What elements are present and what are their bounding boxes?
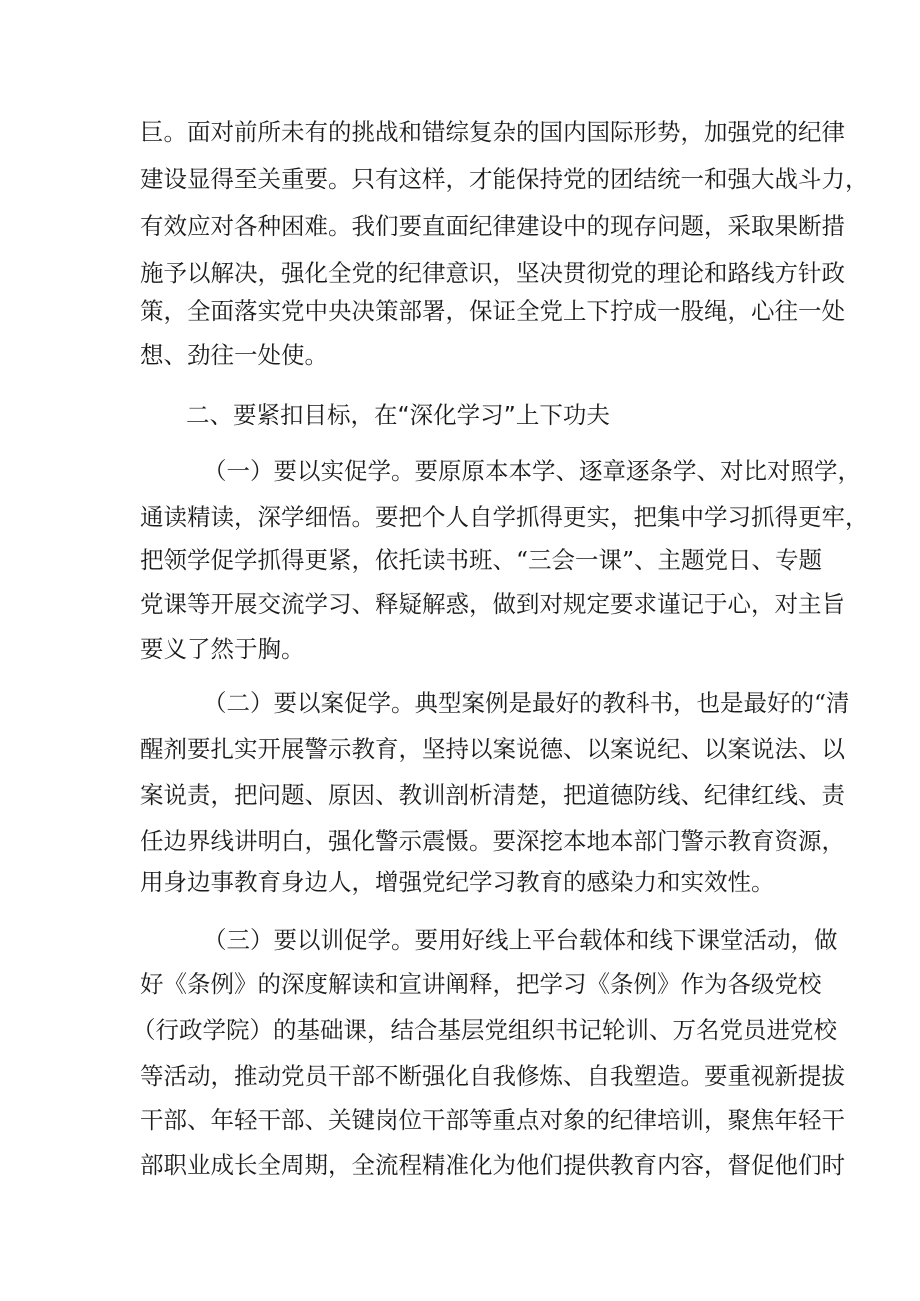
paragraph-1-line-2: 建设显得至关重要。只有这样，才能保持党的团结统一和强大战斗力， xyxy=(140,165,869,193)
paragraph-4-line-5: 干部、年轻干部、关键岗位干部等重点对象的纪律培训，聚焦年轻干 xyxy=(140,1106,845,1134)
paragraph-2-line-3: 把领学促学抓得更紧，依托读书班、“三会一课”、主题党日、专题 xyxy=(140,546,823,574)
paragraph-3-line-5: 用身边事教育身边人，增强党纪学习教育的感染力和实效性。 xyxy=(140,868,775,896)
paragraph-2-line-5: 要义了然于胸。 xyxy=(140,635,305,663)
paragraph-2-line-2: 通读精读，深学细悟。要把个人自学抓得更实，把集中学习抓得更牢， xyxy=(140,503,869,531)
paragraph-4-line-4: 等活动，推动党员干部不断强化自我修炼、自我塑造。要重视新提拔 xyxy=(140,1062,845,1090)
paragraph-3-line-2: 醒剂要扎实开展警示教育，坚持以案说德、以案说纪、以案说法、以 xyxy=(140,735,845,763)
paragraph-1-line-5: 策，全面落实党中央决策部署，保证全党上下拧成一股绳，心往一处 xyxy=(140,297,845,325)
paragraph-3-line-4: 任边界线讲明白，强化警示震慑。要深挖本地本部门警示教育资源， xyxy=(140,827,845,855)
paragraph-4-line-1: （三）要以训促学。要用好线上平台载体和线下课堂活动，做 xyxy=(203,926,838,954)
paragraph-1-line-1: 巨。面对前所未有的挑战和错综复杂的国内国际形势，加强党的纪律 xyxy=(140,118,845,146)
paragraph-2-line-1: （一）要以实促学。要原原本本学、逐章逐条学、对比对照学， xyxy=(203,457,861,485)
paragraph-3-line-3: 案说责，把问题、原因、教训剖析清楚，把道德防线、纪律红线、责 xyxy=(140,781,845,809)
paragraph-4-line-3: （行政学院）的基础课，结合基层党组织书记轮训、万名党员进党校 xyxy=(132,1016,837,1044)
paragraph-4-line-2: 好《条例》的深度解读和宣讲阐释，把学习《条例》作为各级党校 xyxy=(140,970,822,998)
paragraph-4-line-6: 部职业成长全周期，全流程精准化为他们提供教育内容，督促他们时 xyxy=(140,1151,845,1179)
paragraph-1-line-6: 想、劲往一处使。 xyxy=(140,341,328,369)
section-heading: 二、要紧扣目标，在“深化学习”上下功夫 xyxy=(186,401,610,429)
paragraph-2-line-4: 党课等开展交流学习、释疑解惑，做到对规定要求谨记于心，对主旨 xyxy=(140,590,845,618)
paragraph-1-line-3: 有效应对各种困难。我们要直面纪律建设中的现存问题，采取果断措 xyxy=(140,212,845,240)
paragraph-3-line-1: （二）要以案促学。典型案例是最好的教科书，也是最好的“清 xyxy=(203,689,850,717)
paragraph-1-line-4: 施予以解决，强化全党的纪律意识，坚决贯彻党的理论和路线方针政 xyxy=(140,259,845,287)
